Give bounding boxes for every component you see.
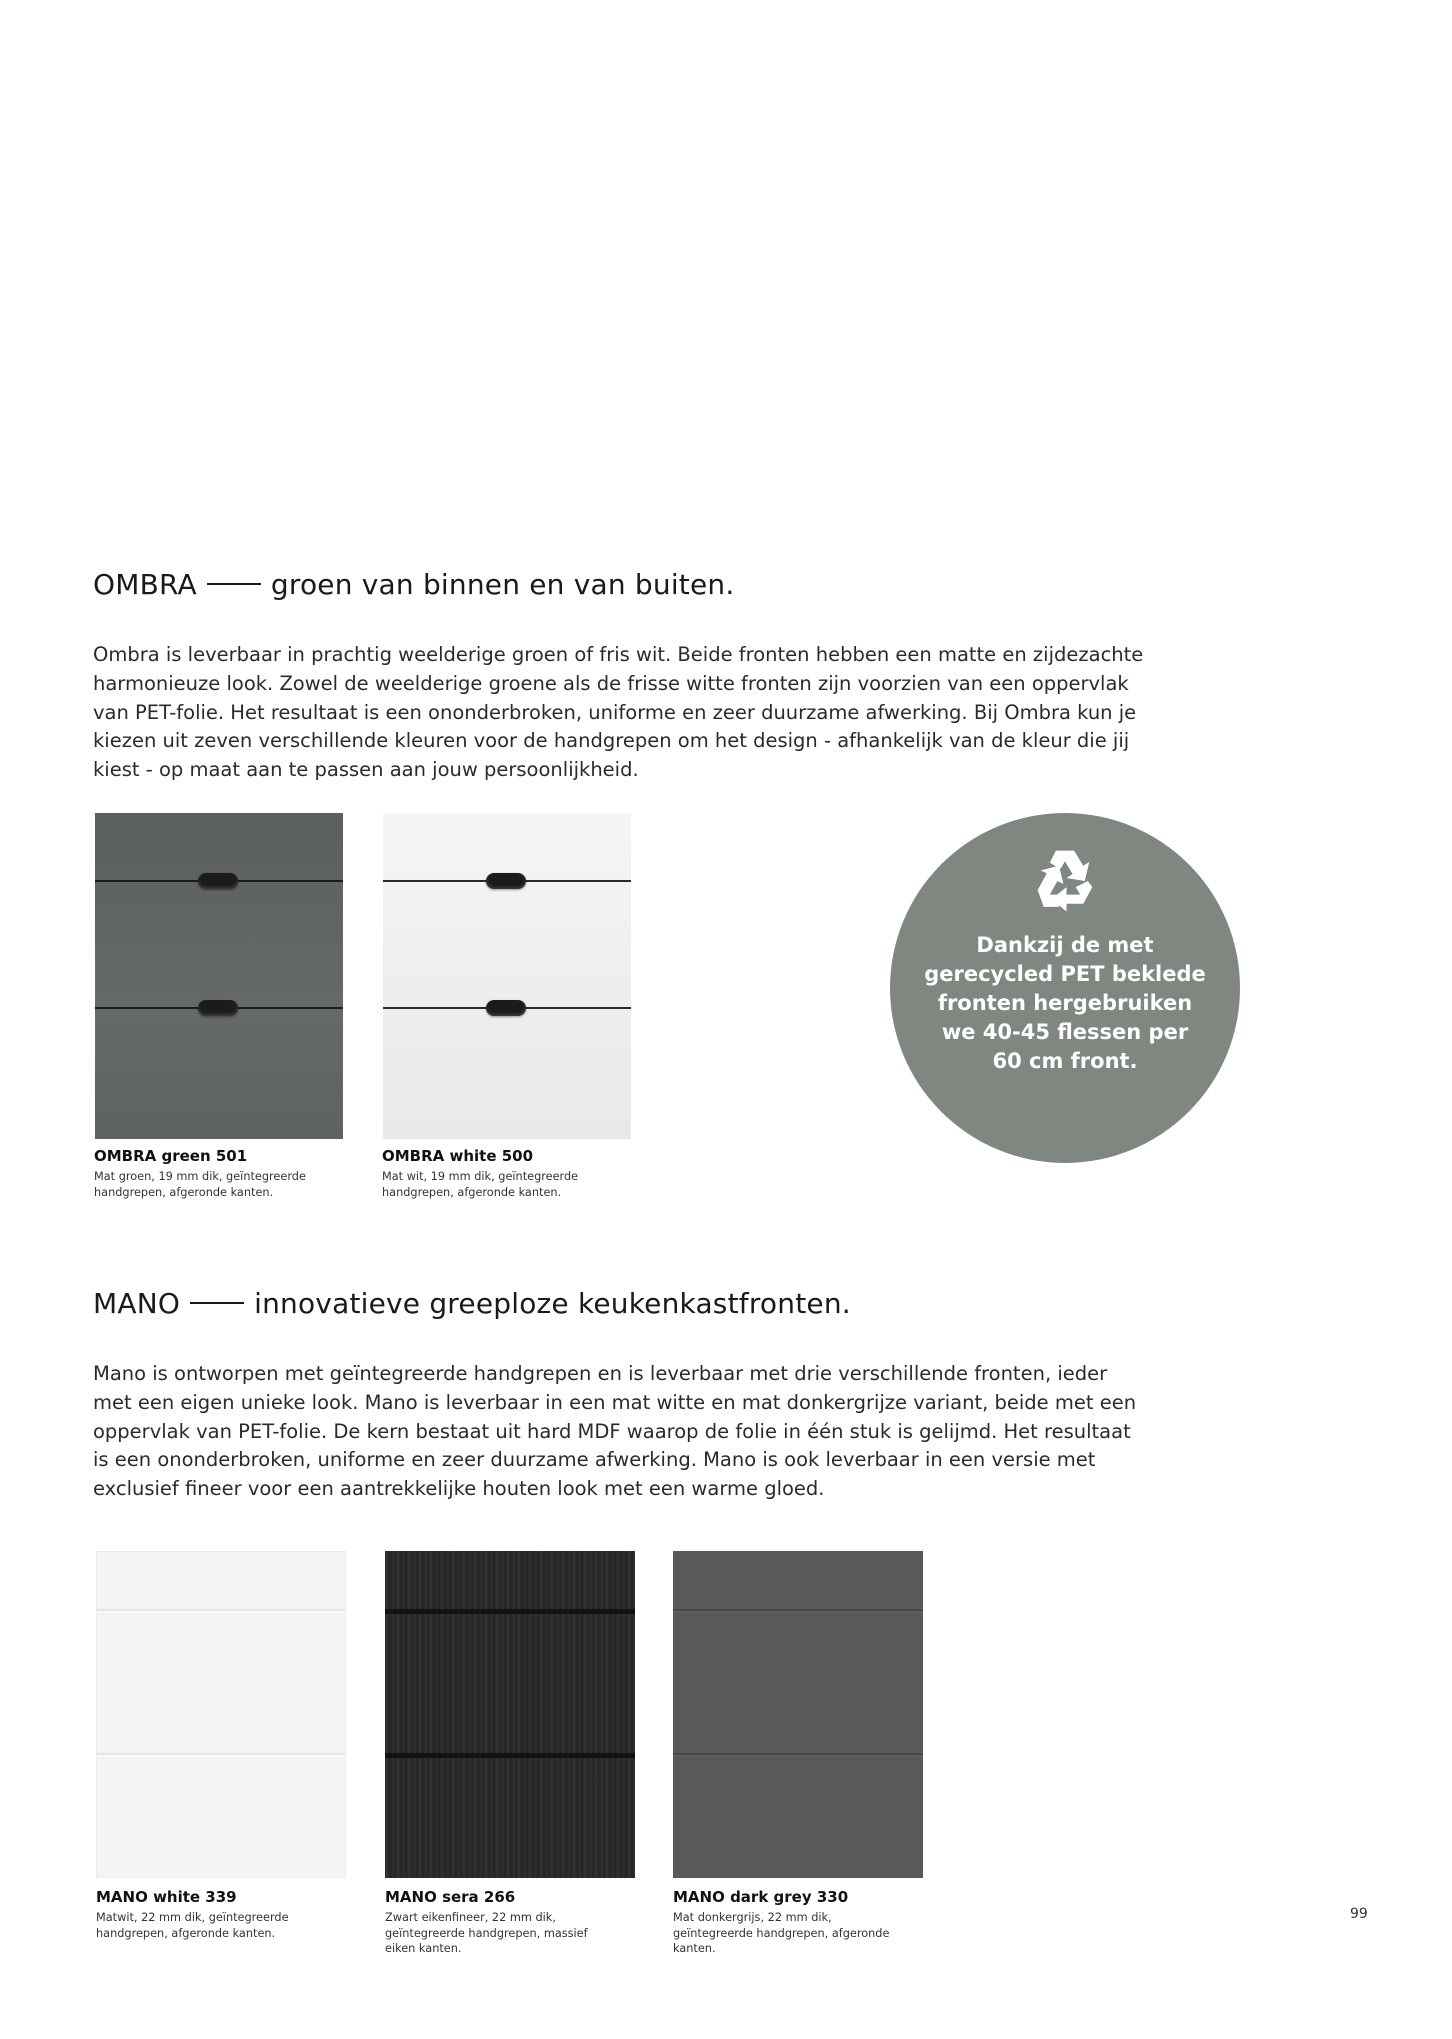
handle-grip (486, 873, 526, 889)
ombra-paragraph-line: Ombra is leverbaar in prachtig weelderige groen of fris wit. Beide fronten hebben een matte en zijdezachte (93, 643, 1144, 666)
swatch-desc-line: geïntegreerde handgrepen, afgeronde (673, 1926, 890, 1940)
badge-text (890, 931, 1240, 1076)
swatch-desc-line: eiken kanten. (385, 1942, 462, 1955)
ombra-heading-rest: groen van binnen en van buiten. (270, 568, 735, 601)
recycle-icon (1027, 843, 1103, 919)
swatch-description (94, 1169, 306, 1200)
swatch-desc-line: Zwart eikenfineer, 22 mm dik, (385, 1911, 556, 1924)
mano-paragraph-line: exclusief fineer voor een aantrekkelijke houten look met een warme gloed. (93, 1477, 825, 1501)
swatch-groove (385, 1609, 635, 1614)
swatch-description (673, 1910, 889, 1957)
swatch-title: OMBRA white 500 (382, 1147, 534, 1165)
mano-paragraph (93, 1360, 1213, 1504)
badge-line: 60 cm front. (992, 1049, 1138, 1073)
heading-dash (190, 1302, 244, 1304)
mano-white-swatch (96, 1551, 346, 1878)
heading-dash (207, 583, 261, 585)
badge-line: gerecycled PET beklede (924, 962, 1206, 986)
badge-line: fronten hergebruiken (937, 991, 1193, 1015)
swatch-groove (673, 1609, 923, 1613)
mano-heading-name: MANO (93, 1287, 181, 1320)
swatch-desc-line: Matwit, 22 mm dik, geïntegreerde (96, 1911, 289, 1924)
mano-paragraph-line: Mano is ontworpen met geïntegreerde handgrepen en is leverbaar met drie verschillende fronten, ieder (93, 1362, 1108, 1385)
swatch-groove (96, 1753, 346, 1757)
swatch-title: OMBRA green 501 (94, 1147, 248, 1165)
ombra-paragraph-line: harmonieuze look. Zowel de weelderige groene als de frisse witte fronten zijn voorzien van een oppervlak (93, 671, 1129, 695)
handle-grip (198, 873, 238, 889)
mano-heading-rest: innovatieve greeploze keukenkastfronten. (254, 1287, 851, 1320)
swatch-groove (673, 1753, 923, 1757)
swatch-desc-line: Mat wit, 19 mm dik, geïntegreerde (382, 1170, 579, 1183)
mano-dark-grey-swatch (673, 1551, 923, 1878)
ombra-green-swatch (95, 813, 343, 1139)
mano-paragraph-line: is een ononderbroken, uniforme en zeer duurzame afwerking. Mano is ook leverbaar in een versie met (93, 1448, 1096, 1472)
mano-heading (93, 1287, 851, 1320)
swatch-desc-line: Mat donkergrijs, 22 mm dik, (673, 1911, 832, 1924)
recycle-badge (890, 813, 1240, 1163)
handle-grip (486, 1000, 526, 1016)
swatch-description (385, 1910, 588, 1957)
mano-sera-swatch (385, 1551, 635, 1878)
page-number: 99 (1350, 1906, 1368, 1922)
ombra-paragraph-line: kiezen uit zeven verschillende kleuren voor de handgrepen om het design - afhankelijk van de kleur die jij (93, 729, 1130, 753)
ombra-heading-name: OMBRA (93, 568, 197, 601)
swatch-description (382, 1169, 578, 1200)
swatch-title: MANO dark grey 330 (673, 1888, 849, 1906)
badge-line: we 40-45 flessen per (941, 1020, 1189, 1044)
ombra-paragraph-line: van PET-folie. Het resultaat is een ononderbroken, uniforme en zeer duurzame afwerking. Bij Ombra kun je (93, 700, 1137, 724)
ombra-heading (93, 568, 734, 601)
swatch-desc-line: kanten. (673, 1942, 716, 1955)
swatch-desc-line: Mat groen, 19 mm dik, geïntegreerde (94, 1170, 306, 1183)
swatch-groove (385, 1753, 635, 1758)
handle-grip (198, 1000, 238, 1016)
swatch-groove (96, 1609, 346, 1613)
swatch-description (96, 1910, 289, 1941)
mano-paragraph-line: oppervlak van PET-folie. De kern bestaat uit hard MDF waarop de folie in één stuk is gelijmd. Het resultaat (93, 1419, 1131, 1443)
swatch-desc-line: handgrepen, afgeronde kanten. (382, 1185, 562, 1199)
badge-line: Dankzij de met (976, 933, 1154, 957)
swatch-title: MANO white 339 (96, 1888, 237, 1906)
swatch-title: MANO sera 266 (385, 1888, 516, 1906)
ombra-white-swatch (383, 813, 631, 1139)
ombra-paragraph-line: kiest - op maat aan te passen aan jouw persoonlijkheid. (93, 758, 639, 782)
swatch-desc-line: handgrepen, afgeronde kanten. (96, 1926, 276, 1940)
swatch-desc-line: geïntegreerde handgrepen, massief (385, 1926, 588, 1940)
ombra-paragraph (93, 641, 1213, 785)
mano-paragraph-line: met een eigen unieke look. Mano is leverbaar in een mat witte en mat donkergrijze variant, beide met een (93, 1390, 1137, 1414)
swatch-desc-line: handgrepen, afgeronde kanten. (94, 1185, 274, 1199)
